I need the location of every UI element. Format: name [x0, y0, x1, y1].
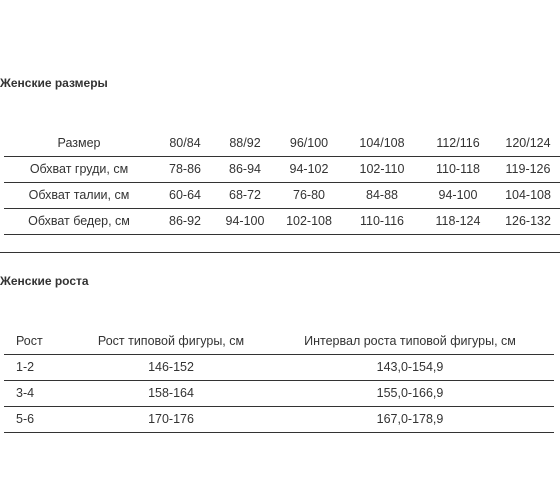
table-cell: 86-92 [154, 208, 216, 234]
table-row [4, 182, 560, 208]
table-cell: 118-124 [420, 208, 496, 234]
table-cell: 155,0-166,9 [266, 380, 554, 406]
section-divider [0, 252, 560, 253]
table-row [4, 354, 554, 380]
heights-table [4, 328, 554, 433]
table-cell: 86-94 [216, 156, 274, 182]
table-cell: 167,0-178,9 [266, 406, 554, 432]
heights-section-title: Женские роста [0, 274, 89, 288]
table-cell: 104-108 [496, 182, 560, 208]
sizes-section-title: Женские размеры [0, 76, 108, 90]
header-cell: 120/124 [505, 135, 551, 150]
table-cell: 119-126 [496, 156, 560, 182]
header-cell: Размер [57, 135, 101, 150]
table-cell: 60-64 [154, 182, 216, 208]
table-row [4, 156, 560, 182]
header-cell: 104/108 [359, 135, 405, 150]
table-cell: 102-108 [274, 208, 344, 234]
table-cell: 78-86 [154, 156, 216, 182]
table-cell: 76-80 [274, 182, 344, 208]
row-label: Обхват бедер, см [4, 208, 154, 234]
sizes-table [4, 130, 560, 235]
heights-header-row [4, 328, 554, 354]
table-cell: 170-176 [76, 406, 266, 432]
table-cell: 102-110 [344, 156, 420, 182]
table-cell: 158-164 [76, 380, 266, 406]
table-cell: 94-100 [420, 182, 496, 208]
table-cell: 94-102 [274, 156, 344, 182]
table-cell: 126-132 [496, 208, 560, 234]
header-cell: Интервал роста типовой фигуры, см [304, 333, 516, 348]
row-label: Обхват груди, см [4, 156, 154, 182]
table-cell: 143,0-154,9 [266, 354, 554, 380]
header-cell: 96/100 [289, 135, 329, 150]
table-cell: 84-88 [344, 182, 420, 208]
table-cell: 110-116 [344, 208, 420, 234]
table-row [4, 380, 554, 406]
header-cell: 112/116 [436, 135, 480, 150]
header-cell: 88/92 [229, 135, 261, 150]
table-cell: 5-6 [4, 406, 76, 432]
header-cell: 80/84 [169, 135, 201, 150]
header-cell: Рост типовой фигуры, см [97, 333, 245, 348]
sizes-header-row [4, 130, 560, 156]
row-label: Обхват талии, см [4, 182, 154, 208]
table-cell: 146-152 [76, 354, 266, 380]
table-cell: 110-118 [420, 156, 496, 182]
table-cell: 94-100 [216, 208, 274, 234]
header-cell: Рост [16, 333, 43, 348]
table-row [4, 406, 554, 432]
table-cell: 3-4 [4, 380, 76, 406]
table-row [4, 208, 560, 234]
table-cell: 68-72 [216, 182, 274, 208]
table-cell: 1-2 [4, 354, 76, 380]
